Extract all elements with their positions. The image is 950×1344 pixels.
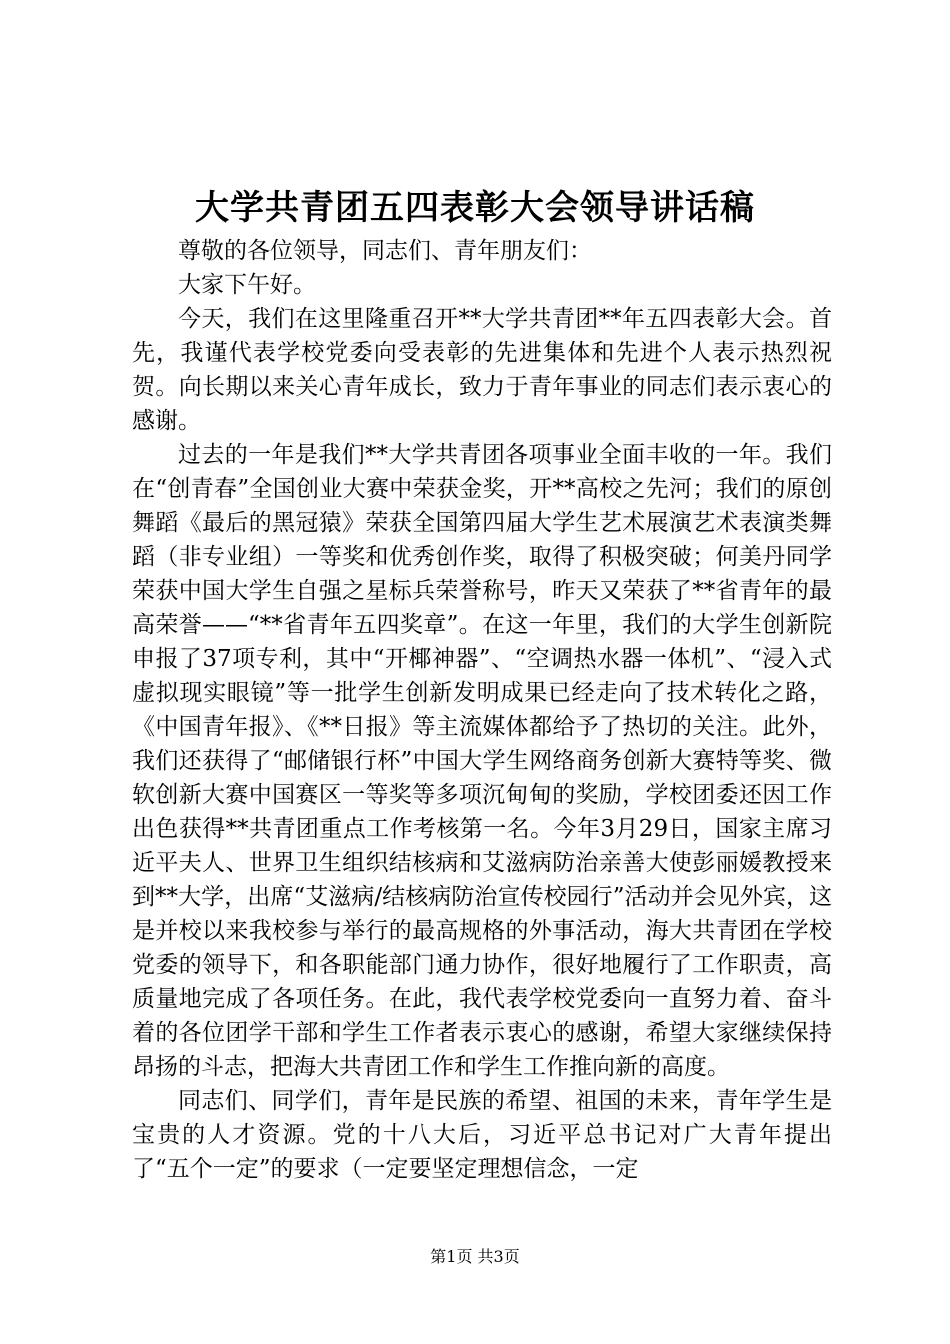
document-body [132, 234, 832, 1186]
opening-paragraph: 今天，我们在这里隆重召开**大学共青团**年五四表彰大会。首先，我谨代表学校党委向受表彰的先进集体和先进个人表示热烈祝贺。向长期以来关心青年成长，致力于青年事业的同志们表示衷心的感谢。 [132, 306, 832, 434]
achievements-paragraph: 过去的一年是我们**大学共青团各项事业全面丰收的一年。我们在“创青春”全国创业大赛中荣获金奖，开**高校之先河；我们的原创舞蹈《最后的黑冠猿》荣获全国第四届大学生艺术展演艺术表演类舞蹈（非专业组）一等奖和优秀创作奖，取得了积极突破；何美丹同学荣获中国大学生自强之星标兵荣誉称号，昨天又荣获了**省青年的最高荣誉——“**省青年五四奖章”。在这一年里，我们的大学生创新院申报了37项专利，其中“开椰神器”、“空调热水器一体机”、“浸入式虚拟现实眼镜”等一批学生创新发明成果已经走向了技术转化之路，《中国青年报》、《**日报》等主流媒体都给予了热切的关注。此外，我们还获得了“邮储银行杯”中国大学生网络商务创新大赛特等奖、微软创新大赛中国赛区一等奖等多项沉甸甸的奖励，学校团委还因工作出色获得**共青团重点工作考核第一名。今年3月29日，国家主席习近平夫人、世界卫生组织结核病和艾滋病防治亲善大使彭丽媛教授来到**大学，出席“艾滋病/结核病防治宣传校园行”活动并会见外宾，这是并校以来我校参与举行的最高规格的外事活动，海大共青团在学校党委的领导下，和各职能部门通力协作，很好地履行了工作职责，高质量地完成了各项任务。在此，我代表学校党委向一直努力着、奋斗着的各位团学干部和学生工作者表示衷心的感谢，希望大家继续保持昂扬的斗志，把海大共青团工作和学生工作推向新的高度。 [132, 442, 832, 1080]
greeting-paragraph: 大家下午好。 [178, 272, 316, 298]
page-number-footer: 第1页 共3页 [430, 1247, 520, 1266]
document-title: 大学共青团五四表彰大会领导讲话稿 [195, 188, 755, 228]
youth-paragraph: 同志们、同学们，青年是民族的希望、祖国的未来，青年学生是宝贵的人才资源。党的十八大后，习近平总书记对广大青年提出了“五个一定”的要求（一定要坚定理想信念，一定 [132, 1088, 832, 1182]
salutation-paragraph: 尊敬的各位领导，同志们、青年朋友们： [178, 238, 592, 264]
